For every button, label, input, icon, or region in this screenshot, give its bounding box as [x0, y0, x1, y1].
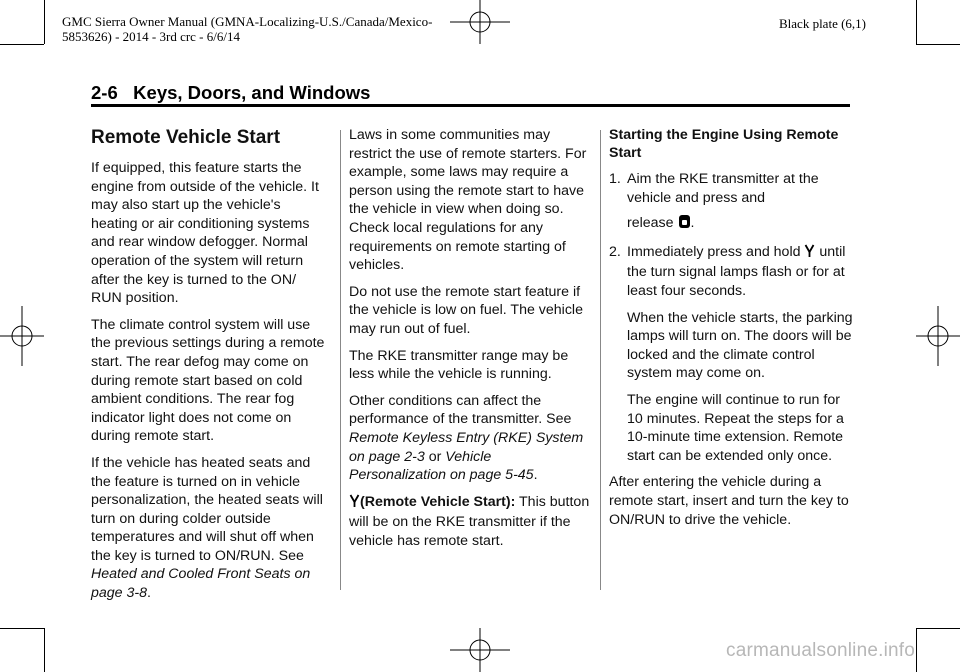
- section-title: Keys, Doors, and Windows: [133, 82, 371, 103]
- paragraph: If equipped, this feature starts the engine from outside of the vehicle. It may also start up the vehicle's heating or air conditioning systems and rear window defogger. Normal operation of the system will return after the key is turned to the ON/ RUN position.: [91, 160, 319, 307]
- step-text: [627, 243, 855, 301]
- column-2: [349, 126, 591, 558]
- watermark: carmanualsonline.info: [726, 640, 916, 661]
- remote-start-icon: [349, 494, 360, 514]
- period: .: [147, 585, 151, 602]
- heading-starting-engine: Starting the Engine Using Remote Start: [609, 127, 839, 161]
- release-text: release: [627, 215, 674, 232]
- paragraph: Do not use the remote start feature if the vehicle is low on fuel. The vehicle may run out of fuel.: [349, 283, 583, 337]
- column-3: [609, 126, 855, 537]
- paragraph: The RKE transmitter range may be less while the vehicle is running.: [349, 347, 569, 383]
- paragraph: Laws in some communities may restrict the use of remote starters. For example, some laws may require a person using the remote start to have the vehicle in view when doing so. Check local regulations for any requirements on remote starting of vehicles.: [349, 127, 587, 274]
- period: .: [533, 467, 538, 484]
- page-number: 2-6: [91, 82, 118, 103]
- step-2: [609, 243, 855, 474]
- column-divider-1: [340, 130, 341, 590]
- paragraph: [91, 454, 327, 603]
- step-1: [609, 170, 855, 235]
- step-text: Aim the RKE transmitter at the vehicle and press and: [627, 171, 819, 206]
- plate-info: Black plate (6,1): [779, 16, 866, 31]
- paragraph: [349, 392, 591, 485]
- or-text: or: [428, 448, 442, 465]
- link-rke-system[interactable]: Remote Keyless Entry (RKE) System on page 2-3: [349, 429, 584, 465]
- step-number: 1.: [609, 171, 621, 187]
- column-1: [91, 126, 327, 611]
- paragraph-text: This button will be on the RKE transmitter if the vehicle has remote start.: [349, 493, 590, 549]
- link-heated-seats[interactable]: Heated and Cooled Front Seats on page 3-8: [91, 566, 311, 602]
- manual-title-line1: GMC Sierra Owner Manual (GMNA-Localizing-U.S./Canada/Mexico-: [62, 14, 433, 29]
- header-rule: [91, 104, 850, 107]
- remote-start-icon: [804, 244, 815, 264]
- paragraph: [349, 493, 591, 551]
- section-header: [91, 82, 370, 104]
- step-text-continued: until the turn signal lamps flash or for at least four seconds.: [627, 243, 846, 299]
- step-2-detail: When the vehicle starts, the parking lamps will turn on. The doors will be locked and the climate control system may come on.: [627, 309, 853, 382]
- manual-title-line2: 5853626) - 2014 - 3rd crc - 6/6/14: [62, 29, 240, 44]
- link-vehicle-personalization[interactable]: Vehicle Personalization on page 5-45: [349, 448, 534, 484]
- period: .: [690, 215, 695, 232]
- step-number: 2.: [609, 243, 621, 260]
- remote-start-label: (Remote Vehicle Start):: [360, 493, 516, 510]
- paragraph-text: Other conditions can affect the performance of the transmitter. See: [349, 392, 572, 428]
- paragraph: After entering the vehicle during a remote start, insert and turn the key to ON/RUN to drive the vehicle.: [609, 474, 849, 528]
- paragraph-text: If the vehicle has heated seats and the feature is turned on in vehicle personalization, the heated seats will turn on during colder outside temperatures and will shut off when the key is turned to ON/RUN. See: [91, 454, 323, 564]
- step-2-detail: The engine will continue to run for 10 minutes. Repeat the steps for a 10-minute time extension. Remote start can be extended only once.: [627, 391, 844, 464]
- heading-remote-vehicle-start: Remote Vehicle Start: [91, 127, 281, 148]
- paragraph: The climate control system will use the previous settings during a remote start. The rear defog may come on during remote start based on cold ambient conditions. The rear fog indicator light does not come on during remote start.: [91, 316, 325, 445]
- step-text-start: Immediately press and hold: [627, 243, 801, 260]
- column-divider-2: [600, 130, 601, 590]
- lock-icon: [678, 214, 691, 235]
